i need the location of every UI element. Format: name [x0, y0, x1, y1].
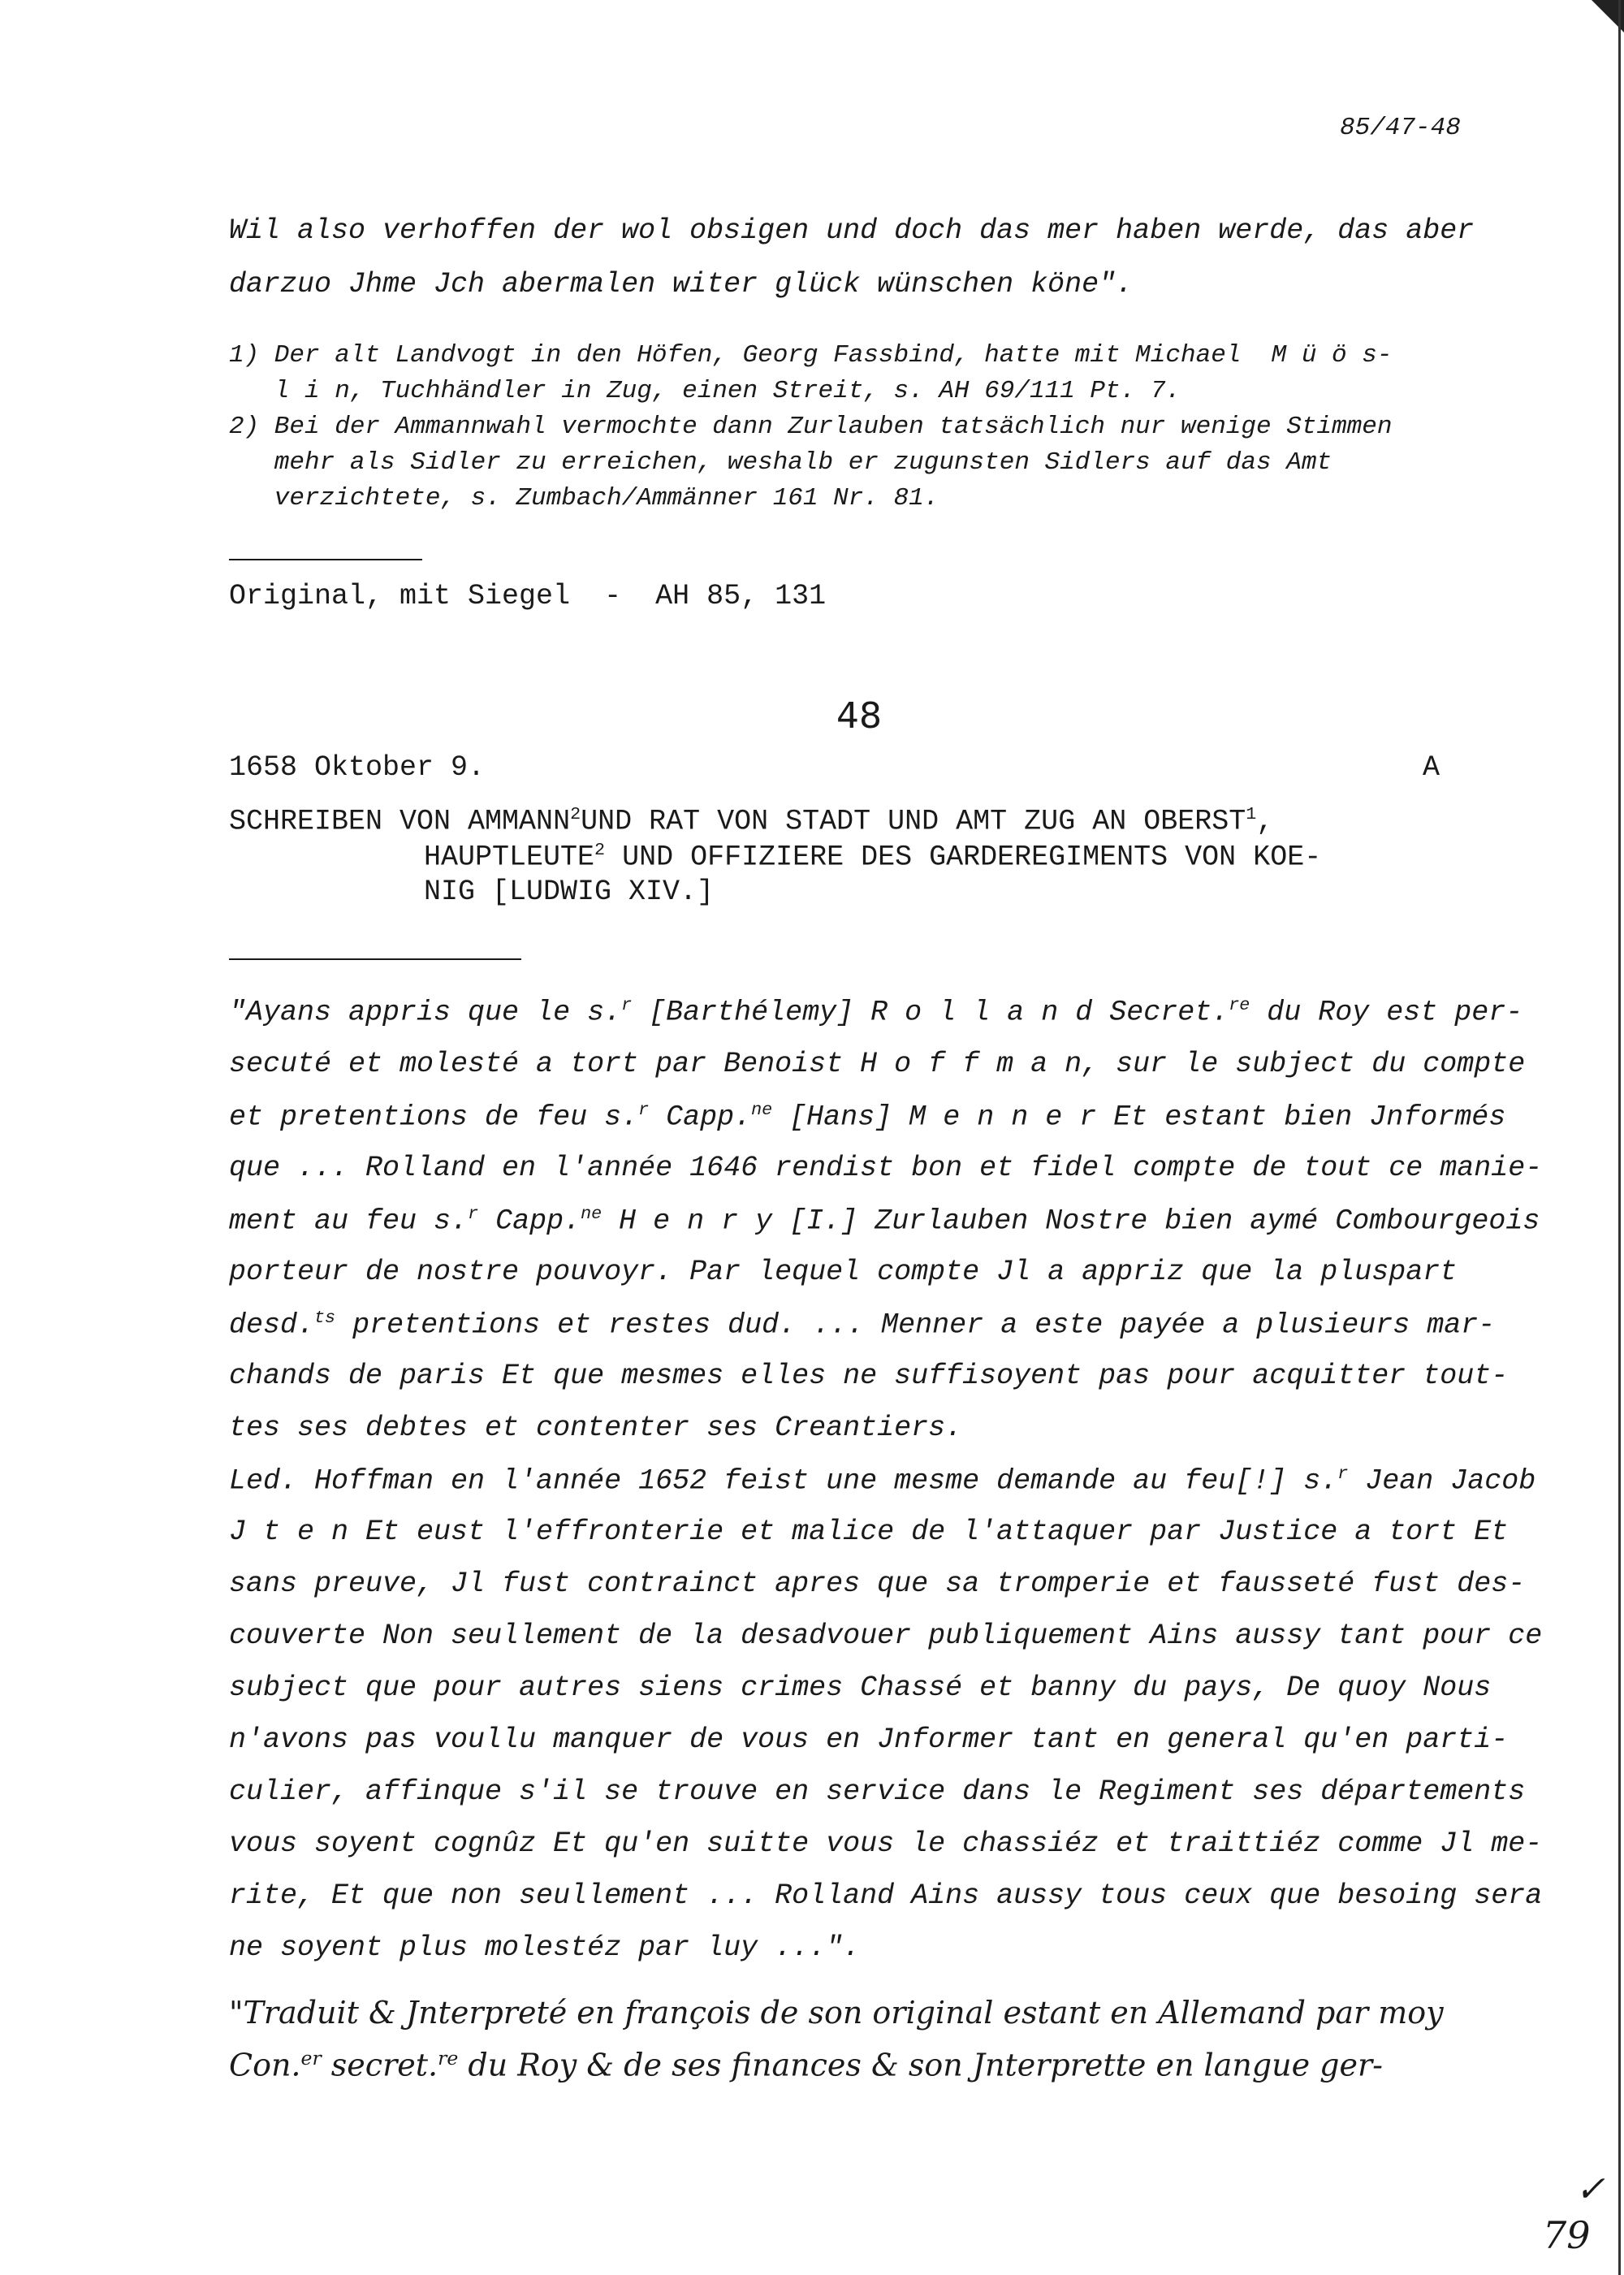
page-number: 85/47-48 — [1340, 114, 1461, 142]
heading-part: HAUPTLEUTE — [424, 841, 595, 874]
superscript: r — [638, 1100, 650, 1120]
text-run: "Ayans appris que le s. — [229, 996, 622, 1029]
heading-separator-rule — [229, 958, 521, 960]
text-run: secret. — [321, 2047, 438, 2083]
document-letter: A — [1423, 751, 1440, 784]
body-line-8: chands de paris Et que mesmes elles ne suffisoyent pas pour acquitter tout- — [229, 1360, 1509, 1392]
heading-line-2 — [424, 840, 1321, 874]
heading-line-1 — [229, 804, 1273, 838]
superscript: er — [300, 2047, 322, 2070]
text-run: du Roy est per- — [1250, 996, 1523, 1029]
text-run: Capp. — [649, 1101, 752, 1134]
superscript: ts — [314, 1308, 336, 1328]
body-line-1 — [229, 995, 1522, 1029]
footnote-separator-rule — [229, 559, 422, 560]
text-run: pretentions et restes dud. ... Menner a este payée a plusieurs mar- — [335, 1308, 1496, 1342]
body-line-9: tes ses debtes et contenter ses Creantiers. — [229, 1412, 963, 1444]
heading-part: UND OFFIZIERE DES GARDEREGIMENTS VON KOE- — [605, 841, 1322, 874]
text-run: Con. — [229, 2047, 301, 2083]
checkmark-icon: ✓ — [1575, 2169, 1605, 2210]
text-run: du Roy & de ses finances & son Jnterprette en langue ger- — [458, 2047, 1384, 2083]
footnote-2-line-3: verzichtete, s. Zumbach/Ammänner 161 Nr. 81. — [229, 484, 939, 513]
footnote-1-line-2: l i n, Tuchhändler in Zug, einen Streit, s. AH 69/111 Pt. 7. — [229, 377, 1181, 405]
page-edge-shadow — [1618, 0, 1621, 2275]
translation-line-1: "Traduit & Jnterpreté en françois de son original estant en Allemand par moy — [229, 1995, 1444, 2031]
superscript: r — [468, 1204, 479, 1224]
superscript: re — [438, 2047, 459, 2070]
text-run: desd. — [229, 1308, 315, 1342]
footnote-2-line-2: mehr als Sidler zu erreichen, weshalb er zugunsten Sidlers auf das Amt — [229, 448, 1332, 477]
body-line-14: subject que pour autres siens crimes Chassé et banny du pays, De quoy Nous — [229, 1672, 1492, 1704]
footnote-2-line-1: 2) Bei der Ammannwahl vermochte dann Zurlauben tatsächlich nur wenige Stimmen — [229, 413, 1393, 441]
document-number: 48 — [836, 695, 882, 737]
superscript: ne — [581, 1204, 603, 1224]
source-note: Original, mit Siegel - AH 85, 131 — [229, 580, 827, 612]
footnote-marker: 2 — [594, 840, 606, 860]
continued-quote-line-1: Wil also verhoffen der wol obsigen und doch das mer haben werde, das aber — [229, 214, 1475, 247]
text-run: [Hans] M e n n e r Et estant bien Jnformés — [772, 1101, 1506, 1134]
body-line-18: rite, Et que non seullement ... Rolland Ains aussy tous ceux que besoing sera — [229, 1879, 1543, 1912]
text-run: [Barthélemy] R o l l a n d Secret. — [632, 996, 1229, 1029]
body-line-10 — [229, 1464, 1535, 1498]
superscript: r — [1337, 1464, 1349, 1484]
text-run: Led. Hoffman en l'année 1652 feist une mesme demande au feu[!] s. — [229, 1464, 1338, 1498]
continued-quote-line-2: darzuo Jhme Jch abermalen witer glück wünschen köne". — [229, 268, 1134, 301]
body-line-11: J t e n Et eust l'effronterie et malice de l'attaquer par Justice a tort Et — [229, 1516, 1509, 1548]
body-line-17: vous soyent cognûz Et qu'en suitte vous le chassiéz et traittiéz comme Jl me- — [229, 1827, 1543, 1860]
footnote-1-line-1: 1) Der alt Landvogt in den Höfen, Georg Fassbind, hatte mit Michael M ü ö s- — [229, 341, 1393, 370]
body-line-4: que ... Rolland en l'année 1646 rendist bon et fidel compte de tout ce manie- — [229, 1152, 1543, 1184]
footnote-marker: 1 — [1246, 804, 1257, 824]
body-line-15: n'avons pas voullu manquer de vous en Jnformer tant en general qu'en parti- — [229, 1724, 1509, 1756]
heading-part: , — [1256, 805, 1274, 838]
text-run: Capp. — [478, 1205, 581, 1238]
document-date: 1658 Oktober 9. — [229, 751, 486, 784]
body-line-5 — [229, 1204, 1540, 1238]
text-run: Jean Jacob — [1348, 1464, 1536, 1498]
footnote-marker: 2 — [570, 804, 581, 824]
heading-part: SCHREIBEN VON AMMANN — [229, 805, 571, 838]
body-line-3 — [229, 1100, 1505, 1134]
superscript: re — [1229, 995, 1250, 1015]
body-line-2: secuté et molesté a tort par Benoist H o f f m a n, sur le subject du compte — [229, 1048, 1526, 1080]
superscript: ne — [751, 1100, 773, 1120]
body-line-12: sans preuve, Jl fust contrainct apres que sa tromperie et fausseté fust des- — [229, 1568, 1526, 1600]
body-line-19: ne soyent plus molestéz par luy ...". — [229, 1931, 861, 1964]
text-run: ment au feu s. — [229, 1205, 469, 1238]
translation-line-2 — [229, 2047, 1383, 2083]
text-run: H e n r y [I.] Zurlauben Nostre bien aymé Combourgeois — [602, 1205, 1540, 1238]
heading-part: UND RAT VON STADT UND AMT ZUG AN OBERST — [581, 805, 1246, 838]
text-run: et pretentions de feu s. — [229, 1101, 639, 1134]
folio-number: 79 — [1543, 2213, 1591, 2257]
superscript: r — [621, 995, 633, 1015]
heading-line-3: NIG [LUDWIG XIV.] — [424, 876, 715, 908]
body-line-13: couverte Non seullement de la desadvouer publiquement Ains aussy tant pour ce — [229, 1620, 1543, 1652]
body-line-16: culier, affinque s'il se trouve en service dans le Regiment ses départements — [229, 1775, 1526, 1808]
body-line-6: porteur de nostre pouvoyr. Par lequel compte Jl a appriz que la pluspart — [229, 1256, 1458, 1288]
body-line-7 — [229, 1308, 1495, 1342]
